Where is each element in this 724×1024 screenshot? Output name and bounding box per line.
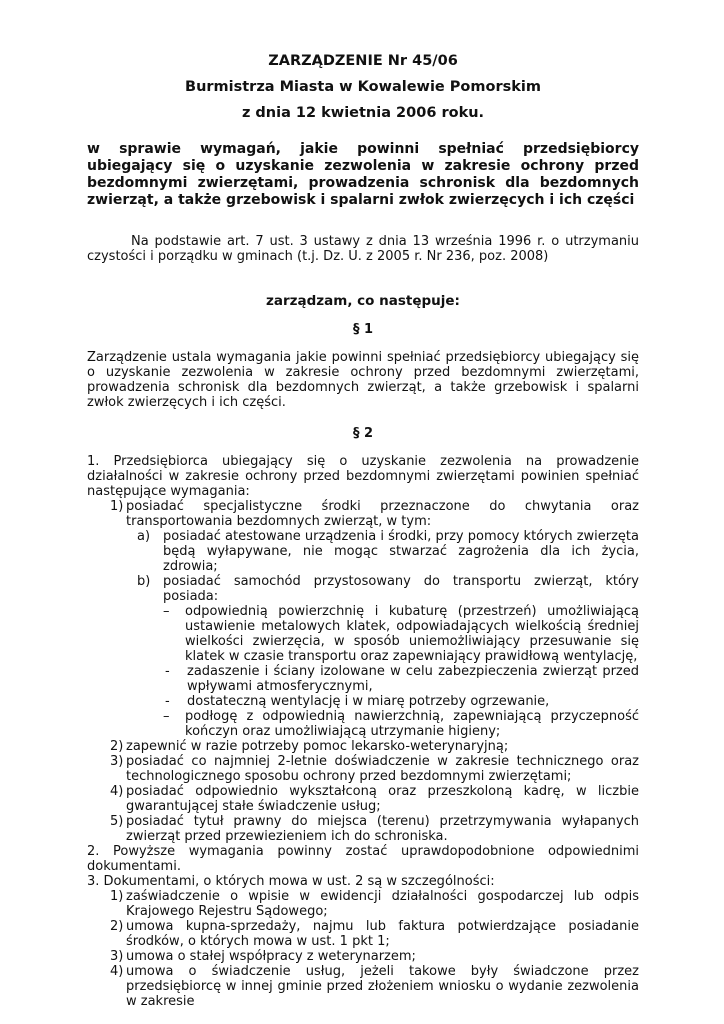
- list-item: [87, 529, 639, 574]
- list-item: [87, 949, 639, 964]
- section-2-paragraph-3: 3. Dokumentami, o których mowa w ust. 2 są w szczególności:: [87, 874, 495, 889]
- list-item-text: odpowiednią powierzchnię i kubaturę (przestrzeń) umożliwiającą ustawienie metalowych klatek, odpowiadających wielkością średniej wielkości zwierzęcia, w sposób uniemożliwiający przesuwanie się klatek w czasie transportu oraz zapewniający prawidłową wentylację,: [185, 604, 639, 664]
- list-item: [87, 499, 639, 529]
- list-item-text: zadaszenie i ściany izolowane w celu zabezpieczenia zwierząt przed wpływami atmosferycznymi,: [187, 664, 639, 694]
- list-marker: 5): [110, 814, 124, 829]
- list-item: [87, 919, 639, 949]
- list-marker: 3): [110, 754, 124, 769]
- list-item-text: posiadać specjalistyczne środki przeznaczone do chwytania oraz transportowania bezdomnych zwierząt, w tym:: [126, 499, 639, 529]
- list-item: [87, 784, 639, 814]
- document-page: [87, 52, 639, 1009]
- legal-basis: Na podstawie art. 7 ust. 3 ustawy z dnia 13 września 1996 r. o utrzymaniu czystości i porządku w gminach (t.j. Dz. U. z 2005 r. Nr 236, poz. 2008): [87, 234, 639, 264]
- list-item-text: posiadać atestowane urządzenia i środki, przy pomocy których zwierzęta będą wyłapywane, nie mogąc stwarzać zagrożenia dla ich życia, zdrowia;: [163, 529, 639, 574]
- list-item: [87, 709, 639, 739]
- section-1-text: Zarządzenie ustala wymagania jakie powinni spełniać przedsiębiorcy ubiegający się o uzyskanie zezwolenia w zakresie ochrony przed bezdomnymi zwierzętami, prowadzenia schronisk dla bezdomnych zwierząt, a także grzebowisk i spalarni zwłok zwierzęcych i ich części.: [87, 350, 639, 410]
- section-1-heading: § 1: [352, 322, 374, 337]
- list-marker: 1): [110, 889, 124, 904]
- document-subject: w sprawie wymagań, jakie powinni spełniać przedsiębiorcy ubiegający się o uzyskanie zezwolenia w zakresie ochrony przed bezdomnymi zwierzętami, prowadzenia schronisk dla bezdomnych zwierząt, a także grzebowisk i spalarni zwłok zwierzęcych i ich części: [87, 141, 639, 208]
- decree-heading: zarządzam, co następuje:: [266, 293, 460, 309]
- list-item-text: umowa kupna-sprzedaży, najmu lub faktura potwierdzające posiadanie środków, o których mowa w ust. 1 pkt 1;: [126, 919, 639, 949]
- list-marker: 2): [110, 919, 124, 934]
- list-item: [87, 694, 639, 709]
- list-item-text: posiadać co najmniej 2-letnie doświadczenie w zakresie technicznego oraz technologicznego sposobu ochrony przed bezdomnymi zwierzętami;: [126, 754, 639, 784]
- list-marker: 4): [110, 964, 124, 979]
- list-item: [87, 964, 639, 1009]
- document-issuer: Burmistrza Miasta w Kowalewie Pomorskim: [185, 79, 541, 95]
- list-marker: -: [165, 694, 170, 709]
- list-marker: b): [137, 574, 151, 589]
- list-item-text: zapewnić w razie potrzeby pomoc lekarsko-weterynaryjną;: [126, 739, 509, 754]
- document-title: ZARZĄDZENIE Nr 45/06: [268, 53, 458, 69]
- section-2-paragraph-2: 2. Powyższe wymagania powinny zostać uprawdopodobnione odpowiednimi dokumentami.: [87, 844, 639, 874]
- list-marker: 1): [110, 499, 124, 514]
- list-item: [87, 739, 639, 754]
- list-item-text: zaświadczenie o wpisie w ewidencji działalności gospodarczej lub odpis Krajowego Rejestru Sądowego;: [126, 889, 639, 919]
- list-item-text: podłogę z odpowiednią nawierzchnią, zapewniającą przyczepność kończyn oraz umożliwiającą utrzymanie higieny;: [185, 709, 639, 739]
- list-item: [87, 889, 639, 919]
- section-2-heading: § 2: [352, 426, 374, 441]
- list-marker: 2): [110, 739, 124, 754]
- list-marker: –: [163, 709, 170, 724]
- list-marker: –: [163, 604, 170, 619]
- list-marker: 4): [110, 784, 124, 799]
- list-item: [87, 574, 639, 604]
- document-date: z dnia 12 kwietnia 2006 roku.: [241, 105, 485, 121]
- list-item-text: umowa o świadczenie usług, jeżeli takowe były świadczone przez przedsiębiorcę w innej gminie przed złożeniem wniosku o wydanie zezwolenia w zakresie: [126, 964, 639, 1009]
- list-item-text: posiadać odpowiednio wykształconą oraz przeszkoloną kadrę, w liczbie gwarantującej stałe świadczenie usług;: [126, 784, 639, 814]
- section-2-paragraph-1: 1. Przedsiębiorca ubiegający się o uzyskanie zezwolenia na prowadzenie działalności w zakresie ochrony przed bezdomnymi zwierzętami powinien spełniać następujące wymagania:: [87, 454, 639, 499]
- list-item: [87, 754, 639, 784]
- list-marker: 3): [110, 949, 124, 964]
- list-item-text: posiadać samochód przystosowany do transportu zwierząt, który posiada:: [163, 574, 639, 604]
- list-item: [87, 664, 639, 694]
- list-item-text: posiadać tytuł prawny do miejsca (terenu) przetrzymywania wyłapanych zwierząt przed przewiezieniem ich do schroniska.: [126, 814, 639, 844]
- list-item: [87, 814, 639, 844]
- list-item-text: dostateczną wentylację i w miarę potrzeby ogrzewanie,: [187, 694, 550, 709]
- list-item-text: umowa o stałej współpracy z weterynarzem;: [126, 949, 416, 964]
- list-marker: a): [137, 529, 151, 544]
- list-marker: -: [165, 664, 170, 679]
- list-item: [87, 604, 639, 664]
